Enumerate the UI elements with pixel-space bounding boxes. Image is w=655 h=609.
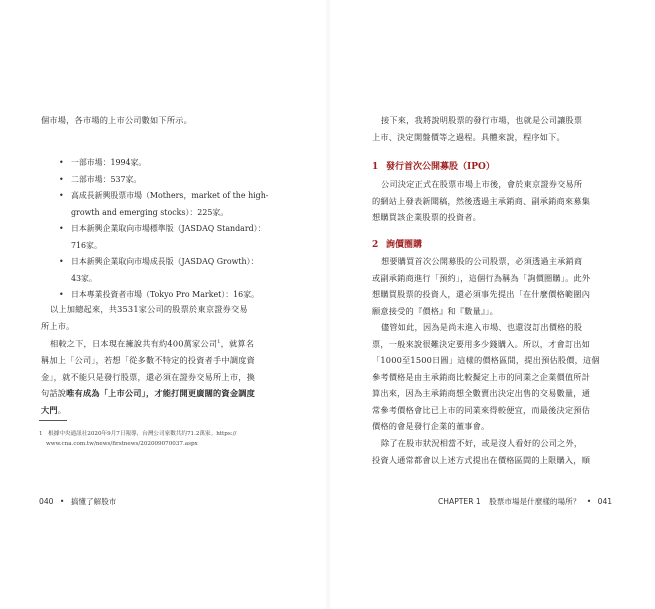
right-footer: CHAPTER 1 股票市場是什麼樣的場所？ • 041 [438,497,613,506]
emphasis-text: 唯有成為「上市公司」，才能打開更廣闊的資金調度 [66,388,255,399]
list-item: • 高成長新興股票市場（Mothers，market of the high- growth and emerging stocks）：225家。 [57,188,307,221]
book-title: 搞懂了解股市 [70,497,117,506]
page-number: 041 [597,497,613,506]
list-item: • 一部市場：1994家。 [57,155,307,172]
bullet-icon: • [59,290,64,299]
left-footer: 040 • 搞懂了解股市 [39,497,117,506]
list-item: • 日本新興企業取向市場成長版（JASDAQ Growth）： 43家。 [57,254,307,287]
right-intro: 接下來，我將說明股票的發行市場，也就是公司讓股票 上市、決定開盤價等之過程。具體來說，程序如下。 [372,115,583,142]
bullet-icon: • [59,191,64,200]
bullet-icon: • [59,158,64,167]
chapter-label: CHAPTER 1 [438,497,481,506]
section-body-bookbuilding: 想要購買首次公開募股的公司股票，必須透過主承銷商 或副承銷商進行「預約」，這個行為稱為「詢價圈購」。此外 想購買股票的投資人，還必須事先提出「在什麼價格範圍內 願意接受的『價格』和『數量』」。 [372,256,591,316]
list-item: • 日本專業投資者市場（Tokyo Pro Market）：16家。 [57,287,307,304]
left-intro: 個市場，各市場的上市公司數如下所示。 [41,115,192,125]
bullet-icon: • [59,224,64,233]
chapter-title: 股票市場是什麼樣的場所？ [489,497,581,506]
bullet-icon: • [59,257,64,266]
left-page [0,0,327,609]
section-heading-ipo: 1 發行首次公開募股（IPO） [372,162,495,172]
section-heading-bookbuilding: 2 詢價圈購 [372,240,423,250]
section-body-conclusion: 除了在股市狀況相當不好，或是沒人看好的公司之外， 投資人通常都會以上述方式提出在價格區間的上限購入，順 [372,438,591,465]
footnote: 1 根據中央通訊社2020年9月7日報導，台灣公司家數共約71.2萬家。https:// www.cna.com.tw/news/firstnews/202009070037.aspx [39,431,237,447]
market-list [57,155,307,304]
right-page [328,0,655,609]
left-paragraph-total: 以上加總起來，共3531家公司的股票於東京證券交易 所上市。 [41,304,248,331]
section-body-ipo: 公司決定正式在股票市場上市後，會於東京證券交易所 的網站上發表新聞稿，然後透過主承銷商、副承銷商來募集 想購買該企業股票的投資者。 [372,179,591,222]
section-body-pricing: 儘管如此，因為是尚未進入市場、也還沒訂出價格的股 票，一般來說很難決定要用多少錢購入。所以，才會訂出如 「1000至1500日圓」這樣的價格區間，提出預估股價，這個 參考價格是由主承銷商比較擬定上市的同業之企業價值所計 算出來，因為主承銷商想全數賣出決定出售的交易數量，通 常參考價格會比已上市的同業來得較便宜，而最後決定預估 價格的會是發行企業的董事會。 [372,322,600,431]
left-paragraph-compare: 相較之下，日本現在擁說共有約400萬家公司$^1$，就算名 稱加上「公司」，若想「從多數不特定的投資者手中調度資 金」，就不能只是發行股票，還必須在證券交易所上市，換 句話說唯有成為「上市公司」，才能打開更廣闊的資金調度 大門。 [41,338,255,415]
bullet-icon: • [59,174,64,184]
page-number: 040 [39,497,54,506]
list-item: • 日本新興企業取向市場標準版（JASDAQ Standard）： 716家。 [57,221,307,254]
footnote-divider [39,420,67,421]
list-item: • 二部市場：537家。 [57,172,307,189]
